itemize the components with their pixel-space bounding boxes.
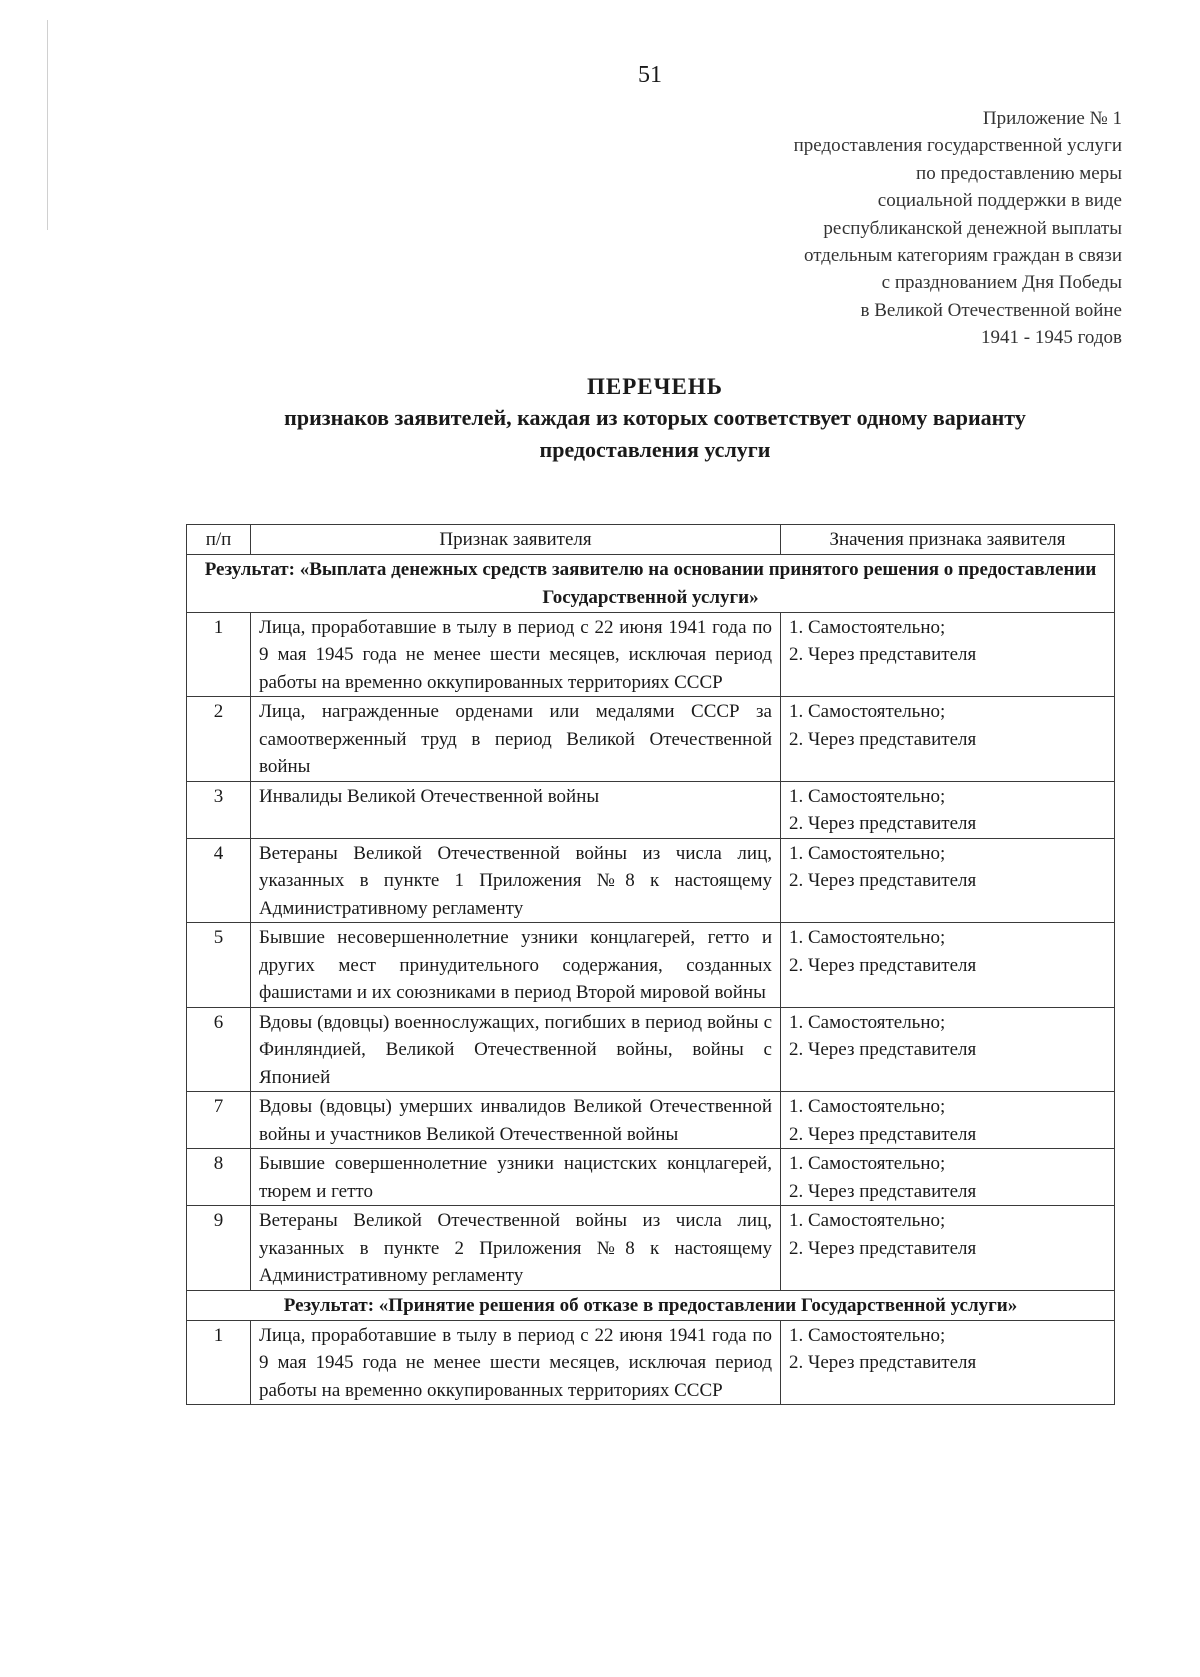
table-row (187, 612, 1115, 697)
applicant-attribute: Бывшие совершеннолетние узники нацистских концлагерей, тюрем и гетто (251, 1149, 781, 1206)
result-heading: Результат: «Выплата денежных средств заявителю на основании принятого решения о предоставлении Государственной услуги» (187, 554, 1115, 612)
applicant-attribute: Инвалиды Великой Отечественной войны (251, 781, 781, 838)
attribute-values (781, 697, 1115, 782)
value-option: 2. Через представителя (789, 954, 977, 976)
value-option: 1. Самостоятельно; (789, 1096, 946, 1117)
applicant-attribute: Лица, проработавшие в тылу в период с 22 июня 1941 года по 9 мая 1945 года не менее шести месяцев, исключая период работы на временно оккупированных территориях СССР (251, 612, 781, 697)
appendix-line: с празднованием Дня Победы (881, 272, 1122, 294)
appendix-line: в Великой Отечественной войне (860, 299, 1122, 321)
row-number: 3 (187, 781, 251, 838)
header-value: Значения признака заявителя (781, 525, 1115, 555)
value-option: 1. Самостоятельно; (789, 842, 946, 864)
value-option: 1. Самостоятельно; (789, 785, 946, 807)
appendix-line: по предоставлению меры (916, 162, 1122, 184)
row-number: 7 (187, 1092, 251, 1149)
value-option: 2. Через представителя (789, 728, 977, 750)
scan-margin-mark (47, 20, 48, 230)
row-number: 6 (187, 1007, 251, 1092)
header-num: п/п (187, 525, 251, 555)
row-number: 9 (187, 1206, 251, 1291)
appendix-header (794, 105, 1122, 352)
attribute-values (781, 838, 1115, 923)
row-number: 8 (187, 1149, 251, 1206)
applicant-attribute: Лица, проработавшие в тылу в период с 22 июня 1941 года по 9 мая 1945 года не менее шести месяцев, исключая период работы на временно оккупированных территориях СССР (251, 1320, 781, 1405)
table-row (187, 1206, 1115, 1291)
value-option: 1. Самостоятельно; (789, 1153, 946, 1174)
value-option: 2. Через представителя (789, 644, 977, 665)
applicant-attribute: Ветераны Великой Отечественной войны из числа лиц, указанных в пункте 1 Приложения №8 к настоящему Административному регламенту (251, 838, 781, 923)
appendix-line: Приложение № 1 (982, 108, 1122, 129)
attribute-values (781, 1092, 1115, 1149)
appendix-line: социальной поддержки в виде (877, 190, 1122, 212)
table-row (187, 781, 1115, 838)
title-subtitle-line-2: предоставления услуги (539, 437, 771, 462)
value-option: 1. Самостоятельно; (789, 616, 946, 638)
value-option: 2. Через представителя (789, 1039, 977, 1060)
value-option: 1. Самостоятельно; (789, 1324, 946, 1346)
attribute-values (781, 1206, 1115, 1291)
value-option: 1. Самостоятельно; (789, 1210, 946, 1231)
table-row (187, 697, 1115, 782)
table-row (187, 1149, 1115, 1206)
appendix-line: республиканской денежной выплаты (823, 217, 1122, 239)
table-row (187, 1092, 1115, 1149)
value-option: 2. Через представителя (789, 1123, 977, 1145)
result-row-refusal (187, 1290, 1115, 1320)
applicant-attributes-table (186, 524, 1115, 1405)
applicant-attribute: Вдовы (вдовцы) умерших инвалидов Великой Отечественной войны и участников Великой Отечественной войны (251, 1092, 781, 1149)
row-number: 5 (187, 923, 251, 1008)
value-option: 2. Через представителя (789, 870, 977, 891)
applicant-attribute: Ветераны Великой Отечественной войны из числа лиц, указанных в пункте 2 Приложения №8 к настоящему Административному регламенту (251, 1206, 781, 1291)
row-number: 4 (187, 838, 251, 923)
appendix-line: предоставления государственной услуги (793, 135, 1122, 157)
attribute-values (781, 1149, 1115, 1206)
attribute-values (781, 612, 1115, 697)
document-title (150, 372, 1160, 466)
result-row-payment (187, 554, 1115, 612)
value-option: 1. Самостоятельно; (789, 701, 946, 722)
table-row (187, 1320, 1115, 1405)
value-option: 2. Через представителя (789, 813, 977, 834)
appendix-line: отдельным категориям граждан в связи (803, 245, 1122, 267)
table-header-row (187, 525, 1115, 555)
applicant-attribute: Вдовы (вдовцы) военнослужащих, погибших в период войны с Финляндией, Великой Отечественной войны, войны с Японией (251, 1007, 781, 1092)
value-option: 2. Через представителя (789, 1352, 977, 1373)
table-row (187, 1007, 1115, 1092)
applicant-attribute: Бывшие несовершеннолетние узники концлагерей, гетто и других мест принудительного содержания, созданных фашистами и их союзниками в период Второй мировой войны (251, 923, 781, 1008)
title-subtitle-line-1: признаков заявителей, каждая из которых соответствует одному варианту (284, 405, 1026, 430)
page-number: 51 (638, 62, 662, 88)
result-heading: Результат: «Принятие решения об отказе в предоставлении Государственной услуги» (187, 1290, 1115, 1320)
value-option: 2. Через представителя (789, 1237, 977, 1259)
attribute-values (781, 923, 1115, 1008)
table-row (187, 838, 1115, 923)
value-option: 1. Самостоятельно; (789, 927, 946, 948)
header-attribute: Признак заявителя (251, 525, 781, 555)
appendix-line: 1941 - 1945 годов (981, 327, 1122, 349)
attribute-values (781, 781, 1115, 838)
applicant-attribute: Лица, награжденные орденами или медалями СССР за самоотверженный труд в период Великой Отечественной войны (251, 697, 781, 782)
value-option: 1. Самостоятельно; (789, 1011, 946, 1033)
row-number: 1 (187, 612, 251, 697)
attribute-values (781, 1320, 1115, 1405)
row-number: 2 (187, 697, 251, 782)
table-row (187, 923, 1115, 1008)
title-main: ПЕРЕЧЕНЬ (587, 374, 723, 399)
attribute-values (781, 1007, 1115, 1092)
value-option: 2. Через представителя (789, 1180, 977, 1202)
row-number: 1 (187, 1320, 251, 1405)
